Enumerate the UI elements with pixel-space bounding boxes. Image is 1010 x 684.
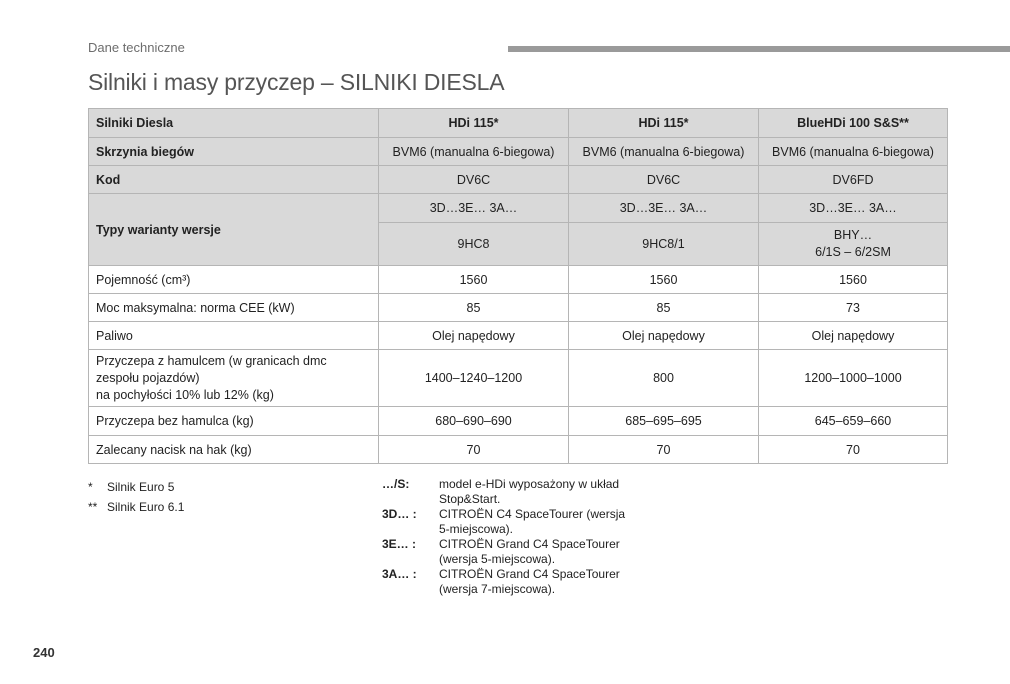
legend-entry	[382, 537, 649, 567]
legend-key: 3A… :	[382, 567, 417, 581]
header-cell: HDi 115*	[379, 109, 569, 138]
table-cell: 645–659–660	[759, 407, 948, 436]
legend-text: CITROËN C4 SpaceTourer (wersja 5-miejscowa).	[439, 507, 626, 536]
footnote	[88, 477, 184, 497]
table-row	[89, 436, 948, 464]
table-cell: DV6FD	[759, 166, 948, 194]
table-cell: 1560	[759, 266, 948, 294]
table-cell: DV6C	[379, 166, 569, 194]
row-label: Przyczepa bez hamulca (kg)	[89, 407, 379, 436]
table-cell: Olej napędowy	[569, 322, 759, 350]
row-label: Skrzynia biegów	[89, 138, 379, 166]
table-row	[89, 266, 948, 294]
header-cell: HDi 115*	[569, 109, 759, 138]
table-cell: 800	[569, 350, 759, 407]
row-label: Kod	[89, 166, 379, 194]
footnote-mark: *	[88, 480, 93, 494]
legend-entry	[382, 477, 649, 507]
table-row	[89, 322, 948, 350]
table-cell: 680–690–690	[379, 407, 569, 436]
row-label: Przyczepa z hamulcem (w granicach dmc zespołu pojazdów) na pochyłości 10% lub 12% (kg)	[89, 350, 379, 407]
table-cell: 70	[569, 436, 759, 464]
row-label: Paliwo	[89, 322, 379, 350]
row-label: Pojemność (cm³)	[89, 266, 379, 294]
table-cell: 3D…3E… 3A…	[759, 194, 948, 223]
header-cell: BlueHDi 100 S&S**	[759, 109, 948, 138]
row-label: Moc maksymalna: norma CEE (kW)	[89, 294, 379, 322]
legend-key: 3E… :	[382, 537, 417, 551]
footnotes-right	[382, 477, 649, 597]
page-title: Silniki i masy przyczep – SILNIKI DIESLA	[88, 69, 505, 95]
page-number: 240	[33, 645, 55, 660]
legend-entry	[382, 567, 649, 597]
section-rule	[508, 46, 1010, 52]
section-label: Dane techniczne	[88, 40, 185, 55]
footnote	[88, 497, 184, 517]
table-cell: 73	[759, 294, 948, 322]
table-cell: 3D…3E… 3A…	[569, 194, 759, 223]
row-label: Typy warianty wersje	[89, 194, 379, 266]
footnote-text: Silnik Euro 6.1	[107, 500, 185, 514]
table-cell: 70	[379, 436, 569, 464]
table-row	[89, 294, 948, 322]
table-cell: 9HC8/1	[569, 223, 759, 266]
footnote-mark: **	[88, 500, 98, 514]
row-label: Zalecany nacisk na hak (kg)	[89, 436, 379, 464]
legend-text: model e-HDi wyposażony w układ Stop&Start.	[439, 477, 620, 506]
table-cell: 3D…3E… 3A…	[379, 194, 569, 223]
header-cell: Silniki Diesla	[89, 109, 379, 138]
table-cell: BVM6 (manualna 6-biegowa)	[569, 138, 759, 166]
table-cell: 85	[379, 294, 569, 322]
table-cell: BVM6 (manualna 6-biegowa)	[379, 138, 569, 166]
table-cell: BVM6 (manualna 6-biegowa)	[759, 138, 948, 166]
legend-text: CITROËN Grand C4 SpaceTourer (wersja 7-miejscowa).	[439, 567, 620, 596]
table-header-row	[89, 109, 948, 138]
footnote-text: Silnik Euro 5	[107, 480, 175, 494]
table-cell: 1200–1000–1000	[759, 350, 948, 407]
table-row	[89, 407, 948, 436]
engine-spec-table	[88, 108, 948, 464]
legend-text: CITROËN Grand C4 SpaceTourer (wersja 5-miejscowa).	[439, 537, 620, 566]
table-row	[89, 350, 948, 407]
table-cell: 1560	[569, 266, 759, 294]
table-cell: 85	[569, 294, 759, 322]
table-cell: DV6C	[569, 166, 759, 194]
legend-key: 3D… :	[382, 507, 417, 521]
table-cell: 70	[759, 436, 948, 464]
table-cell: Olej napędowy	[379, 322, 569, 350]
table-cell: 685–695–695	[569, 407, 759, 436]
table-cell: 9HC8	[379, 223, 569, 266]
legend-key: …/S:	[382, 477, 410, 491]
table-cell: Olej napędowy	[759, 322, 948, 350]
footnotes-left	[88, 477, 184, 517]
table-row-code	[89, 166, 948, 194]
legend-entry	[382, 507, 649, 537]
table-row-variants-1	[89, 194, 948, 223]
table-row-gearbox	[89, 138, 948, 166]
table-cell: BHY… 6/1S – 6/2SM	[759, 223, 948, 266]
table-cell: 1560	[379, 266, 569, 294]
table-cell: 1400–1240–1200	[379, 350, 569, 407]
